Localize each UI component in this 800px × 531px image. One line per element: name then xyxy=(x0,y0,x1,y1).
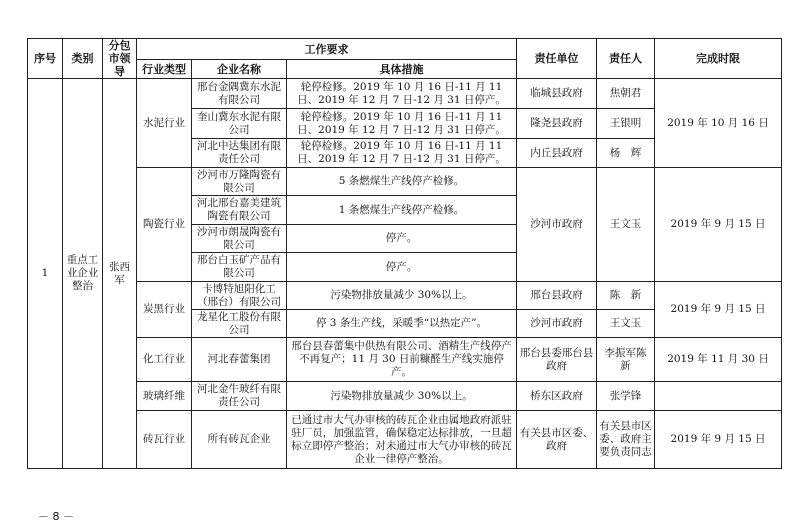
header-unit: 责任单位 xyxy=(517,39,597,79)
measure-cell: 1 条燃煤生产线停产检修。 xyxy=(287,196,517,225)
measure-cell: 停产。 xyxy=(287,225,517,253)
leader-cell: 张西军 xyxy=(103,79,137,469)
industry-carbon: 炭黑行业 xyxy=(137,282,192,338)
measure-cell: 停产。 xyxy=(287,253,517,282)
deadline-carbon: 2019 年 9 月 15 日 xyxy=(655,282,782,338)
header-company: 企业名称 xyxy=(192,60,287,79)
measure-cell: 邢台县春蕾集中供热有限公司、酒精生产线停产不再复产；11 月 30 日前糠醛生产线实施停产。 xyxy=(287,338,517,382)
person-ceramic: 王文玉 xyxy=(597,168,655,282)
unit-cell: 内丘县政府 xyxy=(517,139,597,168)
deadline-cell: 2019 年 11 月 30 日 xyxy=(655,338,782,382)
header-work: 工作要求 xyxy=(137,39,517,60)
unit-cell: 邢台县委邢台县政府 xyxy=(517,338,597,382)
work-requirements-table xyxy=(27,38,782,469)
deadline-cell xyxy=(655,382,782,411)
company-cell: 奎山冀东水泥有限公司 xyxy=(192,109,287,139)
person-cell: 有关县市区委、政府主要负责同志 xyxy=(597,411,655,469)
header-deadline: 完成时限 xyxy=(655,39,782,79)
measure-cell: 污染物排放量减少 30%以上。 xyxy=(287,382,517,411)
deadline-ceramic: 2019 年 9 月 15 日 xyxy=(655,168,782,282)
company-cell: 河北中达集团有限责任公司 xyxy=(192,139,287,168)
person-cell: 李振军陈 新 xyxy=(597,338,655,382)
company-cell: 沙河市朗晟陶瓷有限公司 xyxy=(192,225,287,253)
seq-cell: 1 xyxy=(28,79,63,469)
company-cell: 河北金牛玻纤有限责任公司 xyxy=(192,382,287,411)
page-number: － 8 － xyxy=(38,510,74,523)
unit-cell: 沙河市政府 xyxy=(517,310,597,338)
table-row xyxy=(28,382,782,411)
category-cell: 重点工业企业整治 xyxy=(63,79,103,469)
header-measure: 具体措施 xyxy=(287,60,517,79)
industry-glass: 玻璃纤维 xyxy=(137,382,192,411)
measure-cell: 轮停检修。2019 年 10 月 16 日-11 月 11 日、2019 年 12 月 7 日-12 月 31 日停产。 xyxy=(287,79,517,109)
unit-cell: 邢台县政府 xyxy=(517,282,597,310)
person-cell: 王银明 xyxy=(597,109,655,139)
industry-brick: 砖瓦行业 xyxy=(137,411,192,469)
header-person: 责任人 xyxy=(597,39,655,79)
header-leader: 分包市领导 xyxy=(103,39,137,79)
unit-cell: 临城县政府 xyxy=(517,79,597,109)
deadline-cement: 2019 年 10 月 16 日 xyxy=(655,79,782,168)
unit-cell: 隆尧县政府 xyxy=(517,109,597,139)
measure-cell: 轮停检修。2019 年 10 月 16 日-11 月 11 日、2019 年 12 月 7 日-12 月 31 日停产。 xyxy=(287,109,517,139)
person-cell: 杨 辉 xyxy=(597,139,655,168)
company-cell: 卡博特旭阳化工（邢台）有限公司 xyxy=(192,282,287,310)
table-row xyxy=(28,168,782,196)
industry-cement: 水泥行业 xyxy=(137,79,192,168)
industry-ceramic: 陶瓷行业 xyxy=(137,168,192,282)
unit-cell: 桥东区政府 xyxy=(517,382,597,411)
company-cell: 河北邢台嘉美建筑陶瓷有限公司 xyxy=(192,196,287,225)
company-cell: 所有砖瓦企业 xyxy=(192,411,287,469)
measure-cell: 污染物排放量减少 30%以上。 xyxy=(287,282,517,310)
person-cell: 张学锋 xyxy=(597,382,655,411)
deadline-cell: 2019 年 9 月 15 日 xyxy=(655,411,782,469)
unit-ceramic: 沙河市政府 xyxy=(517,168,597,282)
company-cell: 龙星化工股份有限公司 xyxy=(192,310,287,338)
company-cell: 河北春蕾集团 xyxy=(192,338,287,382)
person-cell: 王文玉 xyxy=(597,310,655,338)
unit-cell: 有关县市区委、政府 xyxy=(517,411,597,469)
person-cell: 焦朝君 xyxy=(597,79,655,109)
person-cell: 陈 新 xyxy=(597,282,655,310)
header-category: 类别 xyxy=(63,39,103,79)
industry-chemical: 化工行业 xyxy=(137,338,192,382)
table-row xyxy=(28,79,782,109)
table-row xyxy=(28,411,782,469)
header-seq: 序号 xyxy=(28,39,63,79)
measure-cell: 已通过市大气办审核的砖瓦企业由属地政府派驻驻厂员，加强监管，确保稳定达标排放，一旦超标立即停产整治；对未通过市大气办审核的砖瓦企业一律停产整治。 xyxy=(287,411,517,469)
company-cell: 邢台白玉矿产品有限公司 xyxy=(192,253,287,282)
company-cell: 沙河市万隆陶瓷有限公司 xyxy=(192,168,287,196)
header-industry: 行业类型 xyxy=(137,60,192,79)
measure-cell: 5 条燃煤生产线停产检修。 xyxy=(287,168,517,196)
table-row xyxy=(28,338,782,382)
measure-cell: 轮停检修。2019 年 10 月 16 日-11 月 11 日、2019 年 12 月 7 日-12 月 31 日停产。 xyxy=(287,139,517,168)
measure-cell: 停 3 条生产线，采暖季“以热定产”。 xyxy=(287,310,517,338)
company-cell: 邢台金隅冀东水泥有限公司 xyxy=(192,79,287,109)
table-row xyxy=(28,282,782,310)
